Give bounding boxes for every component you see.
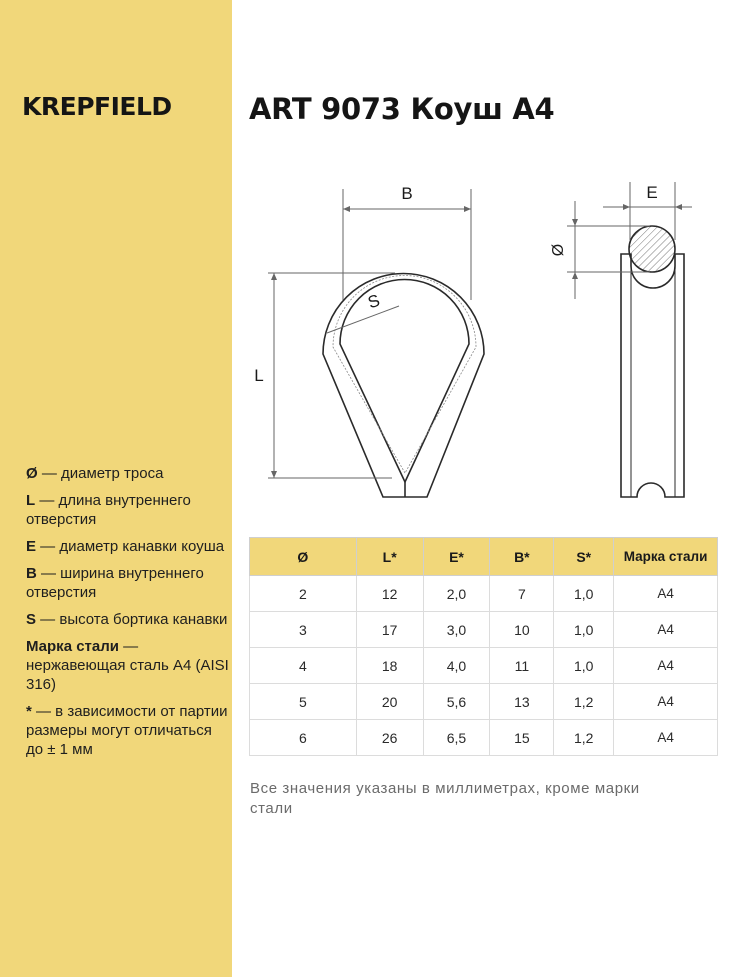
dimension-e-label: E <box>646 183 658 202</box>
legend-symbol: E <box>26 538 37 555</box>
table-cell: 5 <box>250 684 357 720</box>
units-note: Все значения указаны в миллиметрах, кроме марки стали <box>250 780 640 817</box>
legend-symbol: S <box>26 611 37 628</box>
table-cell: 6 <box>250 720 357 756</box>
column-header: B* <box>490 538 554 576</box>
legend <box>26 464 231 767</box>
thimble-front-view <box>323 274 484 497</box>
legend-item-s <box>26 610 231 629</box>
thimble-inner-contour <box>340 280 469 483</box>
table-cell: 3 <box>250 612 357 648</box>
table-row <box>250 576 718 612</box>
legend-item-b <box>26 564 231 602</box>
table-cell: 11 <box>490 648 554 684</box>
table-cell: 13 <box>490 684 554 720</box>
column-header: E* <box>423 538 490 576</box>
table-cell: 15 <box>490 720 554 756</box>
column-header: L* <box>356 538 423 576</box>
legend-symbol: B <box>26 565 37 582</box>
thimble-side-view <box>621 226 684 497</box>
legend-text: — в зависимости от партии размеры могут отличаться до ± 1 мм <box>26 703 228 758</box>
legend-text: — диаметр троса <box>37 465 164 482</box>
legend-symbol: * <box>26 703 32 720</box>
legend-item-diameter <box>26 464 231 483</box>
table-cell: 18 <box>356 648 423 684</box>
table-cell: 4,0 <box>423 648 490 684</box>
specs-table <box>249 537 718 756</box>
table-cell: 1,0 <box>554 576 614 612</box>
legend-text: — нержавеющая сталь А4 (AISI 316) <box>26 638 229 693</box>
table-cell: 17 <box>356 612 423 648</box>
table-cell: А4 <box>614 648 718 684</box>
legend-symbol: Ø <box>26 465 38 482</box>
dimension-diameter-label: Ø <box>550 243 567 257</box>
table-cell: 2,0 <box>423 576 490 612</box>
table-cell: А4 <box>614 612 718 648</box>
column-header: Марка стали <box>614 538 718 576</box>
table-cell: А4 <box>614 684 718 720</box>
table-cell: 1,2 <box>554 720 614 756</box>
table-row <box>250 648 718 684</box>
table-cell: 1,2 <box>554 684 614 720</box>
table-cell: 6,5 <box>423 720 490 756</box>
legend-text: — высота бортика канавки <box>36 611 228 628</box>
legend-text: — диаметр канавки коуша <box>36 538 225 555</box>
table-cell: 12 <box>356 576 423 612</box>
brand-logo: KREPFIELD <box>22 92 172 121</box>
thimble-diagram <box>240 170 733 515</box>
table-cell: 5,6 <box>423 684 490 720</box>
table-header-row <box>250 538 718 576</box>
legend-item-asterisk <box>26 702 231 759</box>
legend-item-e <box>26 537 231 556</box>
table-cell: А4 <box>614 720 718 756</box>
column-header: S* <box>554 538 614 576</box>
table-cell: 26 <box>356 720 423 756</box>
legend-symbol: Марка стали <box>26 638 119 655</box>
dimension-s-label: S <box>365 290 383 313</box>
table-cell: 4 <box>250 648 357 684</box>
table-cell: 20 <box>356 684 423 720</box>
table-cell: 2 <box>250 576 357 612</box>
table-cell: 7 <box>490 576 554 612</box>
legend-item-l <box>26 491 231 529</box>
table-row <box>250 684 718 720</box>
column-header: Ø <box>250 538 357 576</box>
table-row <box>250 720 718 756</box>
table-cell: А4 <box>614 576 718 612</box>
table-cell: 1,0 <box>554 648 614 684</box>
page-title: ART 9073 Коуш А4 <box>249 92 555 126</box>
legend-text: — длина внутреннего отверстия <box>26 492 191 528</box>
legend-text: — ширина внутреннего отверстия <box>26 565 204 601</box>
legend-symbol: L <box>26 492 36 509</box>
dimension-b-label: B <box>401 184 413 203</box>
table-cell: 3,0 <box>423 612 490 648</box>
dimension-l-label: L <box>254 366 264 385</box>
rope-cross-section <box>629 226 675 272</box>
table-cell: 10 <box>490 612 554 648</box>
legend-item-steel-grade <box>26 637 231 694</box>
table-row <box>250 612 718 648</box>
table-cell: 1,0 <box>554 612 614 648</box>
